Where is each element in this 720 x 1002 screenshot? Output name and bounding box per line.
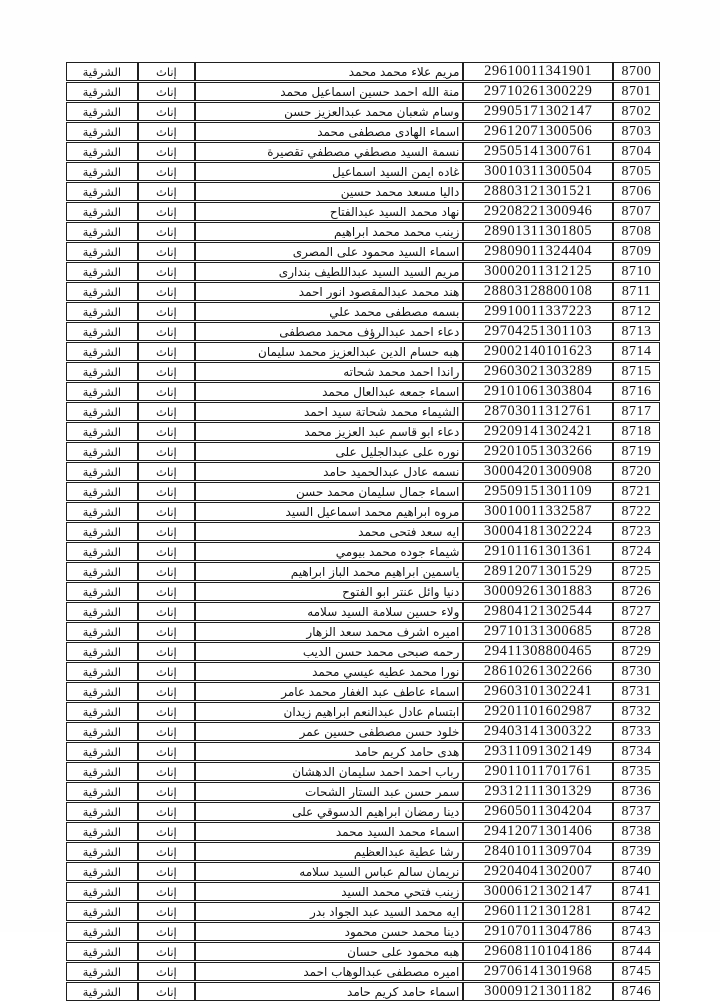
table-row <box>66 182 660 201</box>
person-name-cell: الشيماء محمد شحاتة سيد احمد <box>195 402 463 421</box>
gender-cell: إناث <box>138 842 195 861</box>
national-id-cell: 29804121302544 <box>463 602 613 621</box>
national-id-cell: 30006121302147 <box>463 882 613 901</box>
serial-number-cell: 8701 <box>613 82 660 101</box>
national-id-cell: 29612071300506 <box>463 122 613 141</box>
gender-cell: إناث <box>138 442 195 461</box>
serial-number-cell: 8736 <box>613 782 660 801</box>
serial-number-cell: 8744 <box>613 942 660 961</box>
governorate-cell: الشرقية <box>66 862 138 881</box>
governorate-cell: الشرقية <box>66 202 138 221</box>
person-name-cell: اميره اشرف محمد سعد الزهار <box>195 622 463 641</box>
governorate-cell: الشرقية <box>66 822 138 841</box>
table-row <box>66 582 660 601</box>
person-name-cell: هبه محمود على حسان <box>195 942 463 961</box>
person-name-cell: اسماء الهادى مصطفى محمد <box>195 122 463 141</box>
gender-cell: إناث <box>138 822 195 841</box>
gender-cell: إناث <box>138 342 195 361</box>
table-row <box>66 702 660 721</box>
national-id-cell: 29710131300685 <box>463 622 613 641</box>
person-name-cell: اسماء حامد كريم حامد <box>195 982 463 1001</box>
gender-cell: إناث <box>138 982 195 1001</box>
person-name-cell: دنيا وائل عنتر ابو الفتوح <box>195 582 463 601</box>
gender-cell: إناث <box>138 102 195 121</box>
national-id-cell: 29608110104186 <box>463 942 613 961</box>
governorate-cell: الشرقية <box>66 62 138 81</box>
serial-number-cell: 8725 <box>613 562 660 581</box>
serial-number-cell: 8737 <box>613 802 660 821</box>
table-row <box>66 342 660 361</box>
national-id-cell: 29209141302421 <box>463 422 613 441</box>
table-row <box>66 782 660 801</box>
governorate-cell: الشرقية <box>66 562 138 581</box>
person-name-cell: راندا احمد محمد شحاته <box>195 362 463 381</box>
serial-number-cell: 8714 <box>613 342 660 361</box>
national-id-cell: 29403141300322 <box>463 722 613 741</box>
table-row <box>66 802 660 821</box>
national-id-cell: 29603021303289 <box>463 362 613 381</box>
national-id-cell: 29509151301109 <box>463 482 613 501</box>
person-name-cell: هبه حسام الدين عبدالعزيز محمد سليمان <box>195 342 463 361</box>
person-name-cell: ولاء حسين سلامة السيد سلامه <box>195 602 463 621</box>
table-row <box>66 382 660 401</box>
national-id-cell: 29204041302007 <box>463 862 613 881</box>
national-id-cell: 29101161301361 <box>463 542 613 561</box>
governorate-cell: الشرقية <box>66 422 138 441</box>
national-id-cell: 28610261302266 <box>463 662 613 681</box>
governorate-cell: الشرقية <box>66 662 138 681</box>
serial-number-cell: 8722 <box>613 502 660 521</box>
governorate-cell: الشرقية <box>66 82 138 101</box>
national-id-cell: 29601121301281 <box>463 902 613 921</box>
governorate-cell: الشرقية <box>66 882 138 901</box>
table-row <box>66 862 660 881</box>
governorate-cell: الشرقية <box>66 642 138 661</box>
serial-number-cell: 8724 <box>613 542 660 561</box>
person-name-cell: شيماء جوده محمد بيومي <box>195 542 463 561</box>
serial-number-cell: 8704 <box>613 142 660 161</box>
national-id-cell: 28803121301521 <box>463 182 613 201</box>
governorate-cell: الشرقية <box>66 462 138 481</box>
gender-cell: إناث <box>138 402 195 421</box>
serial-number-cell: 8723 <box>613 522 660 541</box>
national-id-cell: 28912071301529 <box>463 562 613 581</box>
serial-number-cell: 8733 <box>613 722 660 741</box>
table-row <box>66 322 660 341</box>
gender-cell: إناث <box>138 142 195 161</box>
table-row <box>66 522 660 541</box>
gender-cell: إناث <box>138 482 195 501</box>
person-name-cell: مروه ابراهيم محمد اسماعيل السيد <box>195 502 463 521</box>
national-id-cell: 29603101302241 <box>463 682 613 701</box>
table-row <box>66 422 660 441</box>
gender-cell: إناث <box>138 882 195 901</box>
governorate-cell: الشرقية <box>66 842 138 861</box>
serial-number-cell: 8740 <box>613 862 660 881</box>
table-row <box>66 762 660 781</box>
table-row <box>66 882 660 901</box>
person-name-cell: دينا محمد حسن محمود <box>195 922 463 941</box>
person-name-cell: نسمه عادل عبدالحميد حامد <box>195 462 463 481</box>
serial-number-cell: 8735 <box>613 762 660 781</box>
person-name-cell: اسماء عاطف عبد الغفار محمد عامر <box>195 682 463 701</box>
serial-number-cell: 8727 <box>613 602 660 621</box>
national-id-cell: 29412071301406 <box>463 822 613 841</box>
person-name-cell: اسماء محمد السيد محمد <box>195 822 463 841</box>
person-name-cell: نسمة السيد مصطفي مصطفي تقصيرة <box>195 142 463 161</box>
governorate-cell: الشرقية <box>66 602 138 621</box>
governorate-cell: الشرقية <box>66 362 138 381</box>
gender-cell: إناث <box>138 422 195 441</box>
table-row <box>66 142 660 161</box>
governorate-cell: الشرقية <box>66 702 138 721</box>
person-name-cell: اميره مصطفى عبدالوهاب احمد <box>195 962 463 981</box>
national-id-cell: 28703011312761 <box>463 402 613 421</box>
serial-number-cell: 8702 <box>613 102 660 121</box>
national-id-cell: 30004201300908 <box>463 462 613 481</box>
gender-cell: إناث <box>138 302 195 321</box>
governorate-cell: الشرقية <box>66 582 138 601</box>
table-row <box>66 282 660 301</box>
serial-number-cell: 8712 <box>613 302 660 321</box>
national-id-cell: 29910011337223 <box>463 302 613 321</box>
table-row <box>66 82 660 101</box>
serial-number-cell: 8721 <box>613 482 660 501</box>
table-row <box>66 822 660 841</box>
serial-number-cell: 8717 <box>613 402 660 421</box>
gender-cell: إناث <box>138 222 195 241</box>
gender-cell: إناث <box>138 522 195 541</box>
governorate-cell: الشرقية <box>66 442 138 461</box>
table-row <box>66 122 660 141</box>
national-id-cell: 28401011309704 <box>463 842 613 861</box>
serial-number-cell: 8718 <box>613 422 660 441</box>
national-id-cell: 28901311301805 <box>463 222 613 241</box>
governorate-cell: الشرقية <box>66 342 138 361</box>
person-name-cell: دعاء احمد عبدالرؤف محمد مصطفى <box>195 322 463 341</box>
serial-number-cell: 8729 <box>613 642 660 661</box>
person-name-cell: ياسمين ابراهيم محمد الباز ابراهيم <box>195 562 463 581</box>
governorate-cell: الشرقية <box>66 402 138 421</box>
gender-cell: إناث <box>138 762 195 781</box>
gender-cell: إناث <box>138 562 195 581</box>
gender-cell: إناث <box>138 262 195 281</box>
governorate-cell: الشرقية <box>66 622 138 641</box>
national-id-cell: 29809011324404 <box>463 242 613 261</box>
serial-number-cell: 8730 <box>613 662 660 681</box>
table-row <box>66 202 660 221</box>
gender-cell: إناث <box>138 502 195 521</box>
table-row <box>66 482 660 501</box>
person-name-cell: خلود حسن مصطفى حسين عمر <box>195 722 463 741</box>
person-name-cell: مريم علاء محمد محمد <box>195 62 463 81</box>
gender-cell: إناث <box>138 82 195 101</box>
gender-cell: إناث <box>138 362 195 381</box>
table-row <box>66 962 660 981</box>
national-id-cell: 30010311300504 <box>463 162 613 181</box>
serial-number-cell: 8739 <box>613 842 660 861</box>
gender-cell: إناث <box>138 922 195 941</box>
governorate-cell: الشرقية <box>66 142 138 161</box>
national-id-cell: 29605011304204 <box>463 802 613 821</box>
serial-number-cell: 8706 <box>613 182 660 201</box>
gender-cell: إناث <box>138 542 195 561</box>
person-name-cell: زينب محمد محمد ابراهيم <box>195 222 463 241</box>
table-row <box>66 362 660 381</box>
national-id-cell: 29311091302149 <box>463 742 613 761</box>
governorate-cell: الشرقية <box>66 222 138 241</box>
table-row <box>66 162 660 181</box>
person-name-cell: ايه محمد السيد عبد الجواد بدر <box>195 902 463 921</box>
person-name-cell: نهاد محمد السيد عبدالفتاح <box>195 202 463 221</box>
serial-number-cell: 8713 <box>613 322 660 341</box>
national-id-cell: 30009261301883 <box>463 582 613 601</box>
serial-number-cell: 8710 <box>613 262 660 281</box>
governorate-cell: الشرقية <box>66 802 138 821</box>
person-name-cell: مريم السيد السيد عبداللطيف بندارى <box>195 262 463 281</box>
table-row <box>66 542 660 561</box>
person-name-cell: ابتسام عادل عبدالنعم ابراهيم زيدان <box>195 702 463 721</box>
person-name-cell: نريمان سالم عباس السيد سلامه <box>195 862 463 881</box>
person-name-cell: وسام شعبان محمد عبدالعزيز حسن <box>195 102 463 121</box>
gender-cell: إناث <box>138 622 195 641</box>
serial-number-cell: 8703 <box>613 122 660 141</box>
person-name-cell: دينا رمضان ابراهيم الدسوقي على <box>195 802 463 821</box>
governorate-cell: الشرقية <box>66 782 138 801</box>
serial-number-cell: 8707 <box>613 202 660 221</box>
table-row <box>66 742 660 761</box>
governorate-cell: الشرقية <box>66 322 138 341</box>
gender-cell: إناث <box>138 62 195 81</box>
table-row <box>66 442 660 461</box>
person-name-cell: نورا محمد عطيه عيسي محمد <box>195 662 463 681</box>
gender-cell: إناث <box>138 742 195 761</box>
person-name-cell: ايه سعد فتحى محمد <box>195 522 463 541</box>
national-id-cell: 30002011312125 <box>463 262 613 281</box>
serial-number-cell: 8734 <box>613 742 660 761</box>
table-row <box>66 502 660 521</box>
serial-number-cell: 8720 <box>613 462 660 481</box>
gender-cell: إناث <box>138 122 195 141</box>
governorate-cell: الشرقية <box>66 482 138 501</box>
person-name-cell: داليا مسعد محمد حسين <box>195 182 463 201</box>
person-name-cell: هدى حامد كريم حامد <box>195 742 463 761</box>
governorate-cell: الشرقية <box>66 382 138 401</box>
national-id-cell: 29710261300229 <box>463 82 613 101</box>
table-row <box>66 682 660 701</box>
governorate-cell: الشرقية <box>66 502 138 521</box>
governorate-cell: الشرقية <box>66 282 138 301</box>
national-id-cell: 29002140101623 <box>463 342 613 361</box>
table-row <box>66 462 660 481</box>
governorate-cell: الشرقية <box>66 762 138 781</box>
gender-cell: إناث <box>138 862 195 881</box>
table-row <box>66 302 660 321</box>
gender-cell: إناث <box>138 282 195 301</box>
table-row <box>66 942 660 961</box>
serial-number-cell: 8742 <box>613 902 660 921</box>
national-id-cell: 29905171302147 <box>463 102 613 121</box>
person-name-cell: دعاء ابو قاسم عبد العزيز محمد <box>195 422 463 441</box>
serial-number-cell: 8705 <box>613 162 660 181</box>
table-row <box>66 922 660 941</box>
gender-cell: إناث <box>138 382 195 401</box>
gender-cell: إناث <box>138 902 195 921</box>
serial-number-cell: 8726 <box>613 582 660 601</box>
person-name-cell: نوره على عبدالجليل على <box>195 442 463 461</box>
national-id-cell: 29101061303804 <box>463 382 613 401</box>
governorate-cell: الشرقية <box>66 722 138 741</box>
roster-table-body <box>66 62 660 1001</box>
serial-number-cell: 8715 <box>613 362 660 381</box>
gender-cell: إناث <box>138 802 195 821</box>
gender-cell: إناث <box>138 722 195 741</box>
table-row <box>66 102 660 121</box>
national-id-cell: 29610011341901 <box>463 62 613 81</box>
governorate-cell: الشرقية <box>66 242 138 261</box>
table-row <box>66 662 660 681</box>
national-id-cell: 29505141300761 <box>463 142 613 161</box>
serial-number-cell: 8743 <box>613 922 660 941</box>
serial-number-cell: 8741 <box>613 882 660 901</box>
national-id-cell: 29704251301103 <box>463 322 613 341</box>
serial-number-cell: 8708 <box>613 222 660 241</box>
person-name-cell: منة الله احمد حسين اسماعيل محمد <box>195 82 463 101</box>
serial-number-cell: 8716 <box>613 382 660 401</box>
person-name-cell: بسمه مصطفى محمد علي <box>195 302 463 321</box>
governorate-cell: الشرقية <box>66 122 138 141</box>
gender-cell: إناث <box>138 242 195 261</box>
governorate-cell: الشرقية <box>66 982 138 1001</box>
governorate-cell: الشرقية <box>66 522 138 541</box>
person-name-cell: زينب فتحي محمد السيد <box>195 882 463 901</box>
gender-cell: إناث <box>138 322 195 341</box>
national-id-cell: 29411308800465 <box>463 642 613 661</box>
governorate-cell: الشرقية <box>66 742 138 761</box>
governorate-cell: الشرقية <box>66 182 138 201</box>
gender-cell: إناث <box>138 682 195 701</box>
person-name-cell: اسماء جمال سليمان محمد حسن <box>195 482 463 501</box>
person-name-cell: رباب احمد احمد سليمان الدهشان <box>195 762 463 781</box>
gender-cell: إناث <box>138 162 195 181</box>
person-name-cell: اسماء جمعه عبدالعال محمد <box>195 382 463 401</box>
table-row <box>66 722 660 741</box>
gender-cell: إناث <box>138 782 195 801</box>
table-row <box>66 602 660 621</box>
gender-cell: إناث <box>138 202 195 221</box>
table-row <box>66 242 660 261</box>
governorate-cell: الشرقية <box>66 542 138 561</box>
table-row <box>66 402 660 421</box>
governorate-cell: الشرقية <box>66 962 138 981</box>
governorate-cell: الشرقية <box>66 302 138 321</box>
governorate-cell: الشرقية <box>66 682 138 701</box>
governorate-cell: الشرقية <box>66 102 138 121</box>
national-id-cell: 30009121301182 <box>463 982 613 1001</box>
table-row <box>66 622 660 641</box>
table-row <box>66 562 660 581</box>
national-id-cell: 28803128800108 <box>463 282 613 301</box>
gender-cell: إناث <box>138 602 195 621</box>
serial-number-cell: 8709 <box>613 242 660 261</box>
gender-cell: إناث <box>138 582 195 601</box>
serial-number-cell: 8728 <box>613 622 660 641</box>
serial-number-cell: 8719 <box>613 442 660 461</box>
table-row <box>66 222 660 241</box>
national-id-cell: 30004181302224 <box>463 522 613 541</box>
table-row <box>66 642 660 661</box>
table-row <box>66 982 660 1001</box>
person-name-cell: رشا عطية عبدالعظيم <box>195 842 463 861</box>
table-row <box>66 262 660 281</box>
serial-number-cell: 8711 <box>613 282 660 301</box>
person-name-cell: رحمه صبحى محمد حسن الديب <box>195 642 463 661</box>
gender-cell: إناث <box>138 662 195 681</box>
gender-cell: إناث <box>138 182 195 201</box>
gender-cell: إناث <box>138 462 195 481</box>
national-id-cell: 29011011701761 <box>463 762 613 781</box>
governorate-cell: الشرقية <box>66 922 138 941</box>
person-name-cell: سمر حسن عبد الستار الشحات <box>195 782 463 801</box>
governorate-cell: الشرقية <box>66 262 138 281</box>
table-row <box>66 902 660 921</box>
serial-number-cell: 8700 <box>613 62 660 81</box>
serial-number-cell: 8732 <box>613 702 660 721</box>
governorate-cell: الشرقية <box>66 162 138 181</box>
national-id-cell: 29312111301329 <box>463 782 613 801</box>
national-id-cell: 29208221300946 <box>463 202 613 221</box>
national-id-cell: 29201101602987 <box>463 702 613 721</box>
national-id-cell: 30010011332587 <box>463 502 613 521</box>
gender-cell: إناث <box>138 942 195 961</box>
person-name-cell: غاده ايمن السيد اسماعيل <box>195 162 463 181</box>
gender-cell: إناث <box>138 962 195 981</box>
names-roster-table <box>66 61 660 1002</box>
national-id-cell: 29706141301968 <box>463 962 613 981</box>
serial-number-cell: 8745 <box>613 962 660 981</box>
governorate-cell: الشرقية <box>66 902 138 921</box>
serial-number-cell: 8738 <box>613 822 660 841</box>
gender-cell: إناث <box>138 702 195 721</box>
person-name-cell: اسماء السيد محمود على المصرى <box>195 242 463 261</box>
person-name-cell: هند محمد عبدالمقصود انور احمد <box>195 282 463 301</box>
serial-number-cell: 8746 <box>613 982 660 1001</box>
national-id-cell: 29107011304786 <box>463 922 613 941</box>
serial-number-cell: 8731 <box>613 682 660 701</box>
table-row <box>66 62 660 81</box>
gender-cell: إناث <box>138 642 195 661</box>
governorate-cell: الشرقية <box>66 942 138 961</box>
national-id-cell: 29201051303266 <box>463 442 613 461</box>
table-row <box>66 842 660 861</box>
